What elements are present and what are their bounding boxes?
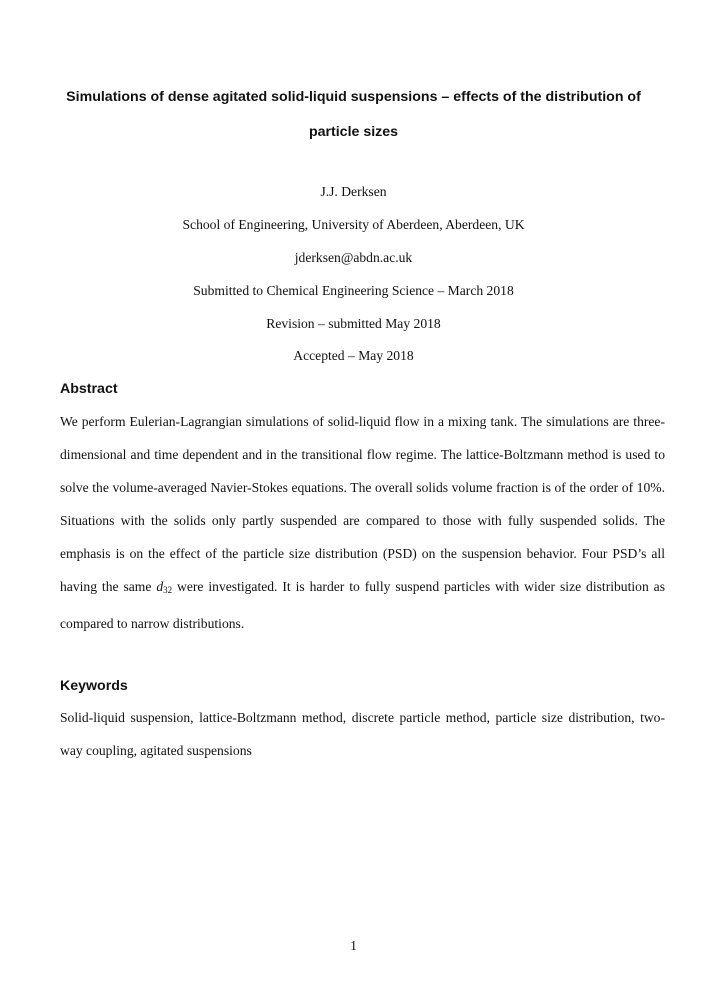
abstract-text-part-1: We perform Eulerian-Lagrangian simulations of solid-liquid flow in a mixing tank. The simulations are three-dimensional and time dependent and in the transitional flow regime. The lattice-Boltzmann method is used to solve the volume-averaged Navier-Stokes equations. The overall solids volume fraction is of the order of 10%. Situations with the solids only partly suspended are compared to those with fully suspended solids. The emphasis is on the effect of the particle size distribution (PSD) on the suspension behavior. Four PSD’s all having the same bbox=[60, 414, 665, 594]
abstract-heading: Abstract bbox=[60, 381, 118, 397]
paper-title: Simulations of dense agitated solid-liquid suspensions – effects of the distribution of particle sizes bbox=[66, 89, 641, 140]
abstract-symbol: d bbox=[156, 579, 164, 594]
abstract-text-part-2: were investigated. It is harder to fully suspend particles with wider size distribution as compared to narrow distributions. bbox=[60, 579, 665, 631]
submission-note: Submitted to Chemical Engineering Science – March 2018 bbox=[193, 283, 514, 298]
author-affiliation: School of Engineering, University of Aberdeen, Aberdeen, UK bbox=[182, 217, 525, 232]
abstract-subscript: 32 bbox=[163, 585, 173, 595]
keywords-text: Solid-liquid suspension, lattice-Boltzmann method, discrete particle method, particle size distribution, two-way coupling, agitated suspensions bbox=[60, 710, 665, 758]
author-email[interactable]: jderksen@abdn.ac.uk bbox=[294, 250, 413, 265]
keywords-heading: Keywords bbox=[60, 678, 128, 694]
page-number: 1 bbox=[350, 938, 357, 953]
author-name: J.J. Derksen bbox=[320, 184, 387, 199]
abstract-text bbox=[60, 405, 665, 640]
revision-note: Revision – submitted May 2018 bbox=[266, 316, 441, 331]
accepted-note: Accepted – May 2018 bbox=[293, 348, 414, 363]
